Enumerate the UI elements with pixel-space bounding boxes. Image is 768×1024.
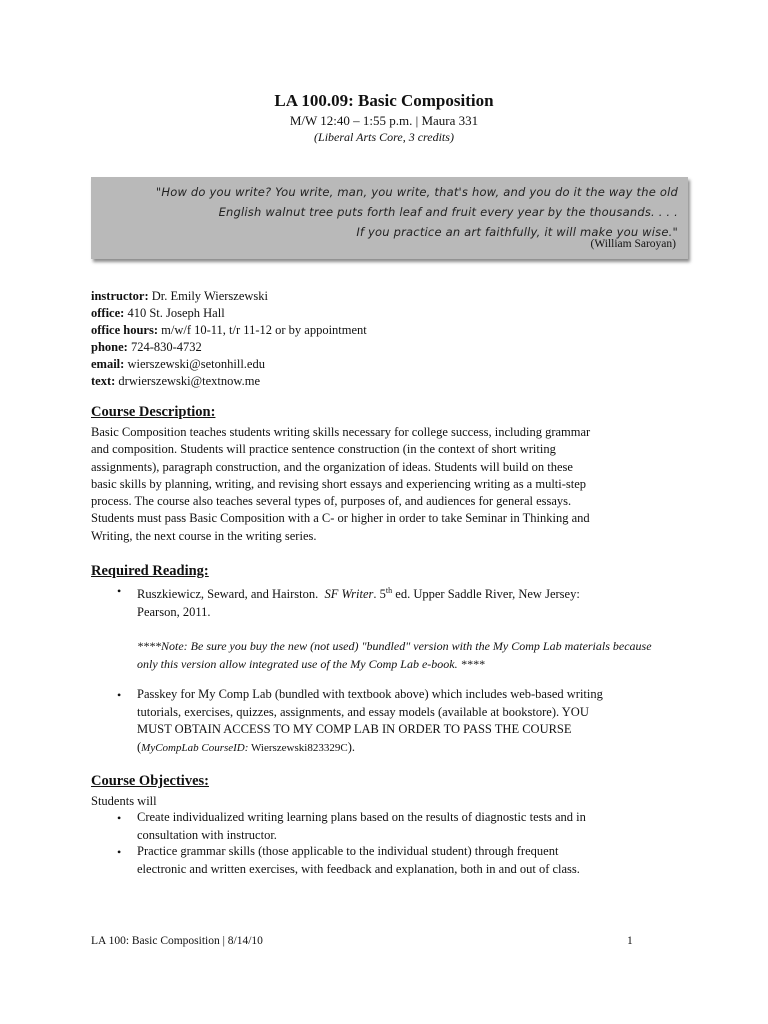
text-line: Writing, the next course in the writing series.	[91, 528, 317, 543]
office-hours-value: m/w/f 10-11, t/r 11-12 or by appointment	[161, 323, 367, 337]
course-id-label: MyCompLab CourseID:	[141, 741, 249, 754]
reading-item-textbook	[137, 582, 657, 673]
quote-attribution: (William Saroyan)	[590, 238, 676, 250]
email-link[interactable]: wierszewski@setonhill.edu	[127, 357, 265, 371]
bullet-icon: •	[117, 688, 122, 702]
spacer	[137, 621, 657, 638]
contact-info	[91, 288, 367, 390]
objectives-intro: Students will	[91, 794, 157, 808]
text-line: Practice grammar skills (those applicable to the individual student) through frequent	[137, 844, 559, 858]
reading-item-passkey	[137, 686, 657, 757]
phone-label: phone:	[91, 340, 128, 354]
email-row	[91, 356, 367, 373]
text-line: Students must pass Basic Composition with a C- or higher in order to take Seminar in Thinking and	[91, 511, 590, 526]
quote-line: English walnut tree puts forth leaf and fruit every year by the thousands. . . .	[218, 205, 678, 219]
text-line: process. The course also teaches several types of, purposes of, and audiences for general essays.	[91, 494, 572, 509]
note-line: only this version allow integrated use of the My Comp Lab e-book. ****	[137, 656, 485, 671]
bullet-icon: •	[117, 811, 122, 825]
edition-suffix: th	[385, 586, 393, 595]
book-title: SF Writer	[324, 587, 374, 602]
objective-item	[137, 843, 657, 878]
text-line: and composition. Students will practice sentence construction (in the context of short writing	[91, 442, 556, 457]
office-label: office:	[91, 306, 125, 320]
course-id-line	[137, 739, 657, 758]
text-line: Passkey for My Comp Lab (bundled with textbook above) which includes web-based writing	[137, 687, 603, 701]
authors: Ruszkiewicz, Seward, and Hairston.	[137, 587, 319, 602]
quote-line: "How do you write? You write, man, you write, that's how, and you do it the way the old	[155, 185, 678, 199]
text-line: electronic and written exercises, with feedback and explanation, both in and out of class.	[137, 861, 580, 876]
office-hours-row	[91, 322, 367, 339]
office-value: 410 St. Joseph Hall	[127, 306, 225, 320]
text-label: text:	[91, 374, 116, 388]
text-value: drwierszewski@textnow.me	[118, 374, 260, 388]
bullet-icon: •	[117, 584, 122, 598]
course-description-heading: Course Description:	[91, 404, 216, 420]
page-title: LA 100.09: Basic Composition	[274, 91, 494, 110]
text-line: basic skills by planning, writing, and revising short essays and experiencing writing as a multi-step	[91, 476, 587, 491]
quote-box	[91, 177, 688, 259]
quote-text	[103, 182, 678, 242]
paren: (	[137, 739, 142, 754]
text-line	[137, 582, 657, 604]
course-objectives-heading: Course Objectives:	[91, 773, 209, 789]
instructor-row	[91, 288, 367, 305]
text-line: Pearson, 2011.	[137, 604, 211, 619]
credit-info: (Liberal Arts Core, 3 credits)	[314, 130, 454, 144]
instructor-label: instructor:	[91, 289, 149, 303]
instructor-value: Dr. Emily Wierszewski	[151, 289, 269, 303]
office-row	[91, 305, 367, 322]
course-description-text	[91, 424, 701, 545]
text-line: Basic Composition teaches students writing skills necessary for college success, including grammar	[91, 425, 591, 439]
office-hours-label: office hours:	[91, 323, 158, 337]
required-reading-heading: Required Reading:	[91, 563, 209, 579]
bullet-icon: •	[117, 845, 122, 859]
text-line: assignments), paragraph construction, and the organization of ideas. Students will build on these	[91, 459, 573, 474]
class-schedule: M/W 12:40 – 1:55 p.m. | Maura 331	[289, 113, 479, 128]
footer-text: LA 100: Basic Composition | 8/14/10	[91, 935, 263, 947]
text-row	[91, 373, 367, 390]
text-line: consultation with instructor.	[137, 827, 277, 842]
quote-line: If you practice an art faithfully, it will make you wise."	[356, 225, 678, 239]
text-line: Create individualized writing learning plans based on the results of diagnostic tests and in	[137, 810, 586, 824]
edition: . 5th	[373, 586, 393, 602]
publisher-info: ed. Upper Saddle River, New Jersey:	[392, 587, 580, 602]
phone-value: 724-830-4732	[130, 340, 202, 354]
note-line: ****Note: Be sure you buy the new (not used) "bundled" version with the My Comp Lab materials because	[137, 639, 652, 654]
objective-item	[137, 809, 657, 844]
text-line: MUST OBTAIN ACCESS TO MY COMP LAB IN ORDER TO PASS THE COURSE	[137, 722, 572, 736]
email-label: email:	[91, 357, 125, 371]
text-line: tutorials, exercises, quizzes, assignments, and essay models (available at bookstore). YOU	[137, 704, 589, 719]
course-id: Wierszewski823329C	[248, 741, 348, 754]
page-number: 1	[627, 935, 633, 947]
phone-row	[91, 339, 367, 356]
paren: ).	[347, 739, 355, 754]
